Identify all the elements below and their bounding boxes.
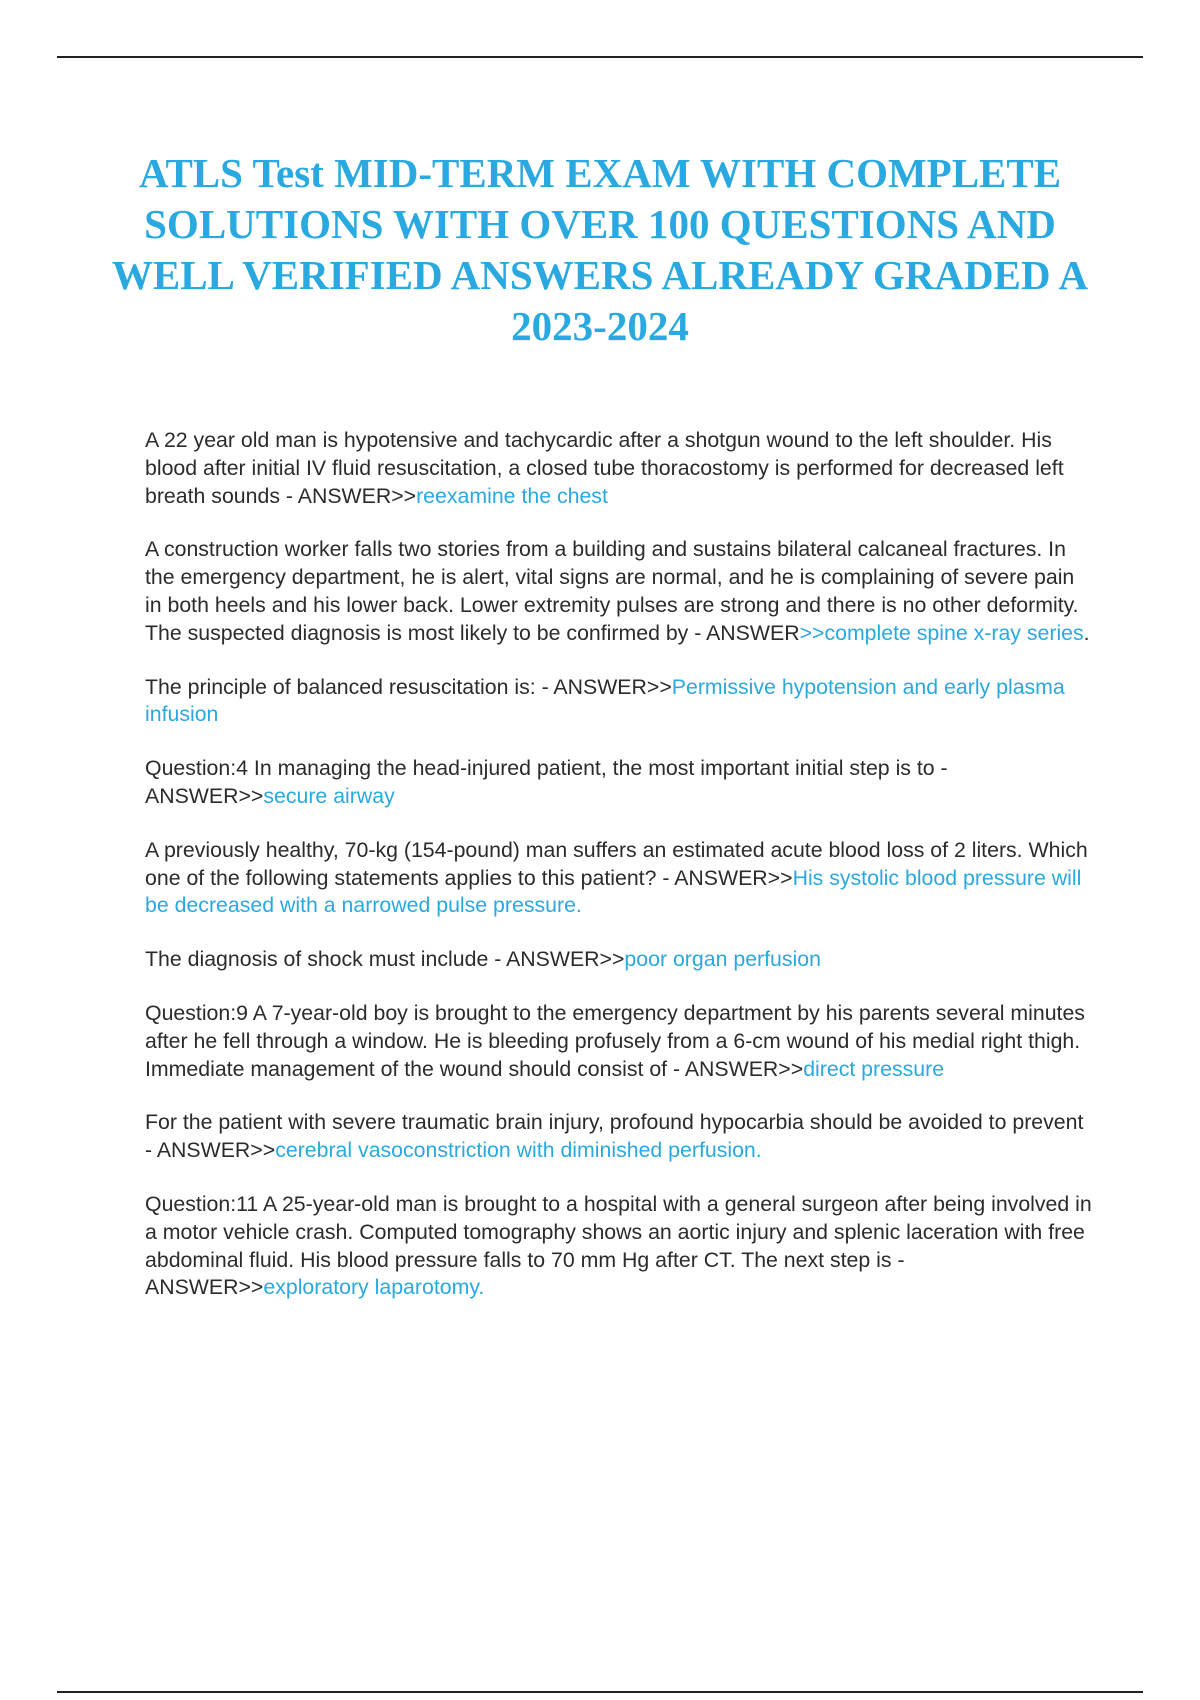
qa-item-6 <box>145 946 1095 974</box>
answer-separator: - ANSWER>> <box>145 1247 905 1300</box>
document-title: ATLS Test MID-TERM EXAM WITH COMPLETE SOLUTIONS WITH OVER 100 QUESTIONS AND WELL VERIFIED ANSWERS ALREADY GRADED A 2023-2024 <box>111 150 1089 349</box>
question-text: Question:4 In managing the head-injured patient, the most important initial step is to <box>145 756 935 781</box>
qa-item-5 <box>145 837 1095 920</box>
qa-list <box>145 427 1095 1328</box>
qa-item-7 <box>145 1000 1095 1083</box>
answer-text: direct pressure <box>803 1056 945 1081</box>
answer-text: >>complete spine x-ray series <box>799 620 1084 645</box>
answer-text: poor organ perfusion <box>624 947 821 972</box>
answer-separator: - ANSWER>> <box>145 756 948 808</box>
qa-item-4 <box>145 755 1095 811</box>
qa-item-1 <box>145 427 1095 510</box>
question-text: A previously healthy, 70-kg (154-pound) man suffers an estimated acute blood loss of 2 liters. Which one of the following statements applies to this patient? <box>145 837 1088 890</box>
question-text: For the patient with severe traumatic brain injury, profound hypocarbia should be avoided to prevent <box>145 1110 1084 1135</box>
question-text: Question:9 A 7-year-old boy is brought to the emergency department by his parents several minutes after he fell through a window. He is bleeding profusely from a 6-cm wound of his medial right thigh. Immediate management of the wound should consist of <box>145 1000 1085 1081</box>
qa-item-3 <box>145 674 1095 730</box>
answer-separator: - ANSWER>> <box>279 483 417 508</box>
answer-text: Permissive hypotension and early plasma infusion <box>145 674 1065 727</box>
answer-separator: - ANSWER>> <box>535 674 672 699</box>
qa-item-8 <box>145 1109 1095 1165</box>
answer-text: cerebral vasoconstriction with diminished perfusion. <box>275 1138 762 1163</box>
question-text: The diagnosis of shock must include <box>145 947 489 972</box>
answer-text: secure airway <box>263 783 395 808</box>
answer-separator: - ANSWER <box>688 620 800 645</box>
answer-separator: - ANSWER>> <box>145 1138 276 1163</box>
answer-separator: - ANSWER>> <box>488 947 625 972</box>
question-text: Question:11 A 25-year-old man is brought to a hospital with a general surgeon after being involved in a motor vehicle crash. Computed tomography shows an aortic injury and splenic laceration with free abdominal fluid. His blood pressure falls to 70 mm Hg after CT. The next step is <box>145 1191 1092 1272</box>
answer-tail: . <box>1083 620 1090 645</box>
question-text: A construction worker falls two stories from a building and sustains bilateral calcaneal fractures. In the emergency department, he is alert, vital signs are normal, and he is complaining of severe pain in both heels and his lower back. Lower extremity pulses are strong and there is no other deformity. The suspected diagnosis is most likely to be confirmed by <box>145 537 1079 645</box>
qa-item-9 <box>145 1191 1095 1302</box>
answer-separator: - ANSWER>> <box>667 1056 804 1081</box>
answer-separator: - ANSWER>> <box>656 865 793 890</box>
answer-text: His systolic blood pressure will be decreased with a narrowed pulse pressure. <box>145 865 1082 918</box>
bottom-divider <box>57 1691 1143 1693</box>
answer-text: reexamine the chest <box>416 483 608 508</box>
question-text: A 22 year old man is hypotensive and tachycardic after a shotgun wound to the left shoulder. His blood after initial IV fluid resuscitation, a closed tube thoracostomy is performed for decreased left breath sounds <box>145 428 1064 508</box>
answer-text: exploratory laparotomy. <box>263 1275 485 1300</box>
top-divider <box>57 56 1143 58</box>
qa-item-2 <box>145 536 1095 647</box>
question-text: The principle of balanced resuscitation is: <box>145 674 536 699</box>
